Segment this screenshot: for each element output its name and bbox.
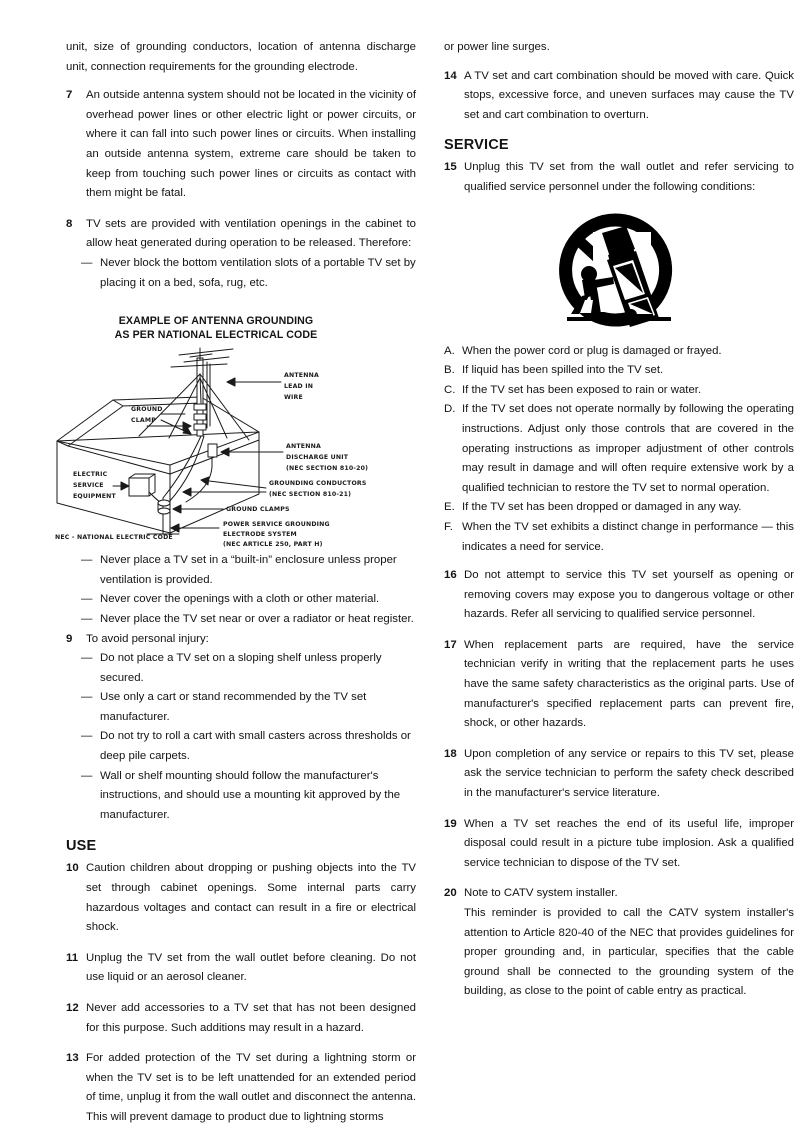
list-item-body: Upon completion of any service or repairs to this TV set, please ask the service technician to perform the safety check described in the manufacturer's service literature. xyxy=(464,747,794,800)
list-item-dash xyxy=(81,649,416,688)
left-continuation-paragraph: unit, size of grounding conductors, location of antenna discharge unit, connection requirements for the grounding electrode. xyxy=(66,41,416,73)
list-item-body: Never add accessories to a TV set that has not been designed for this purpose. Such additions may result in a hazard. xyxy=(86,1002,416,1034)
list-item-number: 16 xyxy=(444,569,457,582)
list-item-number: 17 xyxy=(444,638,457,651)
list-item-number: 10 xyxy=(66,862,79,875)
list-item-17 xyxy=(444,636,794,734)
figure-label-power-service-3: (NEC ARTICLE 250, PART H) xyxy=(223,541,323,549)
figure-title-line-2: AS PER NATIONAL ELECTRICAL CODE xyxy=(114,328,318,341)
figure-label-electric-service-1: ELECTRIC xyxy=(73,471,108,479)
list-item-body: Do not attempt to service this TV set yourself as opening or removing covers may expose you to dangerous voltage or other hazards. Refer all servicing to qualified service personnel. xyxy=(464,569,794,621)
condition-item-b xyxy=(444,361,794,381)
em-dash-icon: — xyxy=(81,691,92,704)
list-item-number: 20 xyxy=(444,887,457,900)
sub-list xyxy=(81,254,416,293)
condition-letter: E. xyxy=(444,501,455,514)
figure-label-nec-footnote: NEC - NATIONAL ELECTRIC CODE xyxy=(55,534,173,542)
right-continuation-paragraph: or power line surges. xyxy=(444,41,550,53)
list-item-body: Caution children about dropping or pushing objects into the TV set through cabinet openings. Some internal parts carry hazardous voltages and contact can result in a fire or electrical shock. xyxy=(86,862,416,934)
figure-label-grounding-conductors-2: (NEC SECTION 810-21) xyxy=(269,491,352,499)
list-item-dash xyxy=(81,254,416,293)
condition-letter: B. xyxy=(444,364,455,377)
em-dash-icon: — xyxy=(81,612,92,625)
list-item-dash xyxy=(81,767,416,826)
list-item-body: This reminder is provided to call the CATV system installer's attention to Article 820-40 of the NEC that provides guidelines for proper grounding and, in particular, specifies that the cable ground shall be connected to the grounding system of the building, as close to the point of cable entry as practical. xyxy=(464,907,794,998)
list-item-19 xyxy=(444,815,794,874)
portable-cart-warning-icon xyxy=(549,214,689,326)
section-heading-use: USE xyxy=(66,838,97,855)
list-item-14 xyxy=(444,67,794,126)
list-item-11 xyxy=(66,949,416,988)
list-item-12 xyxy=(66,999,416,1038)
em-dash-icon: — xyxy=(81,256,92,269)
condition-letter: A. xyxy=(444,344,455,357)
left-column xyxy=(28,38,416,1123)
right-column xyxy=(444,38,794,1016)
list-item-number: 13 xyxy=(66,1052,79,1065)
sub-item-text: Use only a cart or stand recommended by the TV set manufacturer. xyxy=(100,691,367,723)
list-item-9 xyxy=(66,630,416,826)
condition-text: When the power cord or plug is damaged or frayed. xyxy=(462,344,722,357)
cart-warning-symbol-container xyxy=(444,214,794,326)
condition-item-c xyxy=(444,381,794,401)
list-item-number: 15 xyxy=(444,161,457,174)
condition-text: If liquid has been spilled into the TV set. xyxy=(462,364,664,377)
sub-item-text: Never place the TV set near or over a radiator or heat register. xyxy=(100,612,414,625)
list-item-body: An outside antenna system should not be located in the vicinity of overhead power lines or other electric light or power circuits, or where it can fall into such power lines or circuits. When installing an outside antenna system, extreme care should be taken to keep from touching such power lines or circuits as contact with them might be fatal. xyxy=(86,89,416,200)
condition-item-f xyxy=(444,518,794,557)
figure-label-ground-clamps: GROUND CLAMPS xyxy=(226,506,290,514)
list-item-number: 11 xyxy=(66,951,79,964)
figure-label-electric-service-3: EQUIPMENT xyxy=(73,493,116,501)
figure-label-power-service-1: POWER SERVICE GROUNDING xyxy=(223,521,330,529)
figure-title-line-1: EXAMPLE OF ANTENNA GROUNDING xyxy=(118,315,314,328)
sub-item-text: Do not try to roll a cart with small casters across thresholds or deep pile carpets. xyxy=(100,730,411,763)
list-item-8 xyxy=(66,215,416,293)
list-item-body: When a TV set reaches the end of its useful life, improper disposal could result in a picture tube implosion. Ask a qualified service technician to dispose of the TV set. xyxy=(464,817,794,869)
list-item-dash xyxy=(81,688,416,727)
list-item-number: 18 xyxy=(444,747,457,760)
em-dash-icon: — xyxy=(81,652,92,665)
list-item-number: 7 xyxy=(66,89,73,102)
list-item-number: 12 xyxy=(66,1002,79,1014)
list-item-body: Unplug this TV set from the wall outlet and refer servicing to qualified service personnel under the following conditions: xyxy=(464,161,794,193)
list-item-18 xyxy=(444,745,794,804)
list-item-body: TV sets are provided with ventilation openings in the cabinet to allow heat generated during operation to be released. Therefore: xyxy=(86,217,416,250)
sub-list xyxy=(81,649,416,825)
condition-item-e xyxy=(444,498,794,518)
figure-label-power-service-2: ELECTRODE SYSTEM xyxy=(223,531,297,539)
list-item-number: 14 xyxy=(444,69,457,82)
list-item-body: Unplug the TV set from the wall outlet before cleaning. Do not use liquid or an aerosol cleaner. xyxy=(86,951,416,984)
list-item-dash xyxy=(81,590,416,610)
em-dash-icon: — xyxy=(81,730,92,743)
condition-text: If the TV set has been exposed to rain or water. xyxy=(462,383,702,396)
em-dash-icon: — xyxy=(81,593,92,606)
em-dash-icon: — xyxy=(81,769,92,782)
list-item-body: When replacement parts are required, have the service technician verify in writing that the replacement parts he uses have the same safety characteristics as the original parts. Use of manufacturer's specified replacement parts can prevent fire, shock, or other hazards. xyxy=(464,638,794,730)
condition-text: If the TV set does not operate normally by following the operating instructions. Adjust only those controls that are covered in the operating instructions as improper adjustment of other controls may result in damage and will often require extensive work by a qualified technician to restore the TV set to normal operation. xyxy=(462,403,794,494)
condition-letter: F. xyxy=(444,520,453,533)
condition-item-a xyxy=(444,342,794,362)
condition-item-d xyxy=(444,400,794,498)
list-item-20 xyxy=(444,884,794,1002)
list-item-13 xyxy=(66,1049,416,1127)
em-dash-icon: — xyxy=(81,554,92,567)
list-item-10 xyxy=(66,859,416,937)
section-heading-service: SERVICE xyxy=(444,137,509,154)
list-item-number: 19 xyxy=(444,817,457,830)
antenna-grounding-figure xyxy=(46,315,386,549)
list-item-7 xyxy=(66,86,416,204)
sub-item-text: Do not place a TV set on a sloping shelf unless properly secured. xyxy=(100,652,382,684)
list-item-15 xyxy=(444,158,794,197)
list-item-number: 9 xyxy=(66,632,73,645)
list-item-dash xyxy=(81,551,416,590)
list-item-title: Note to CATV system installer. xyxy=(464,887,618,900)
figure-label-antenna-lead-in-1: ANTENNA xyxy=(284,372,319,380)
figure-label-antenna-lead-in-2: LEAD IN xyxy=(284,383,314,391)
list-item-body: For added protection of the TV set during a lightning storm or when the TV set is to be left unattended for an extended period of time, unplug it from the wall outlet and disconnect the antenna. This will prevent damage to product due to lightning storms xyxy=(86,1052,416,1123)
sub-item-text: Never block the bottom ventilation slots of a portable TV set by placing it on a bed, sofa, rug, etc. xyxy=(100,256,416,289)
list-item-dash xyxy=(81,727,416,766)
figure-label-ground-clamp-1: GROUND xyxy=(131,406,163,414)
list-item-body: To avoid personal injury: xyxy=(86,632,209,645)
figure-label-grounding-conductors-1: GROUNDING CONDUCTORS xyxy=(269,480,367,488)
sub-list-after-figure xyxy=(66,551,416,629)
condition-letter: C. xyxy=(444,383,456,396)
sub-item-text: Never cover the openings with a cloth or other material. xyxy=(100,593,380,606)
figure-title xyxy=(46,315,386,342)
figure-label-antenna-lead-in-3: WIRE xyxy=(284,394,303,402)
sub-item-text: Never place a TV set in a “built-in” enclosure unless proper ventilation is provided. xyxy=(100,554,397,586)
condition-letter: D. xyxy=(444,403,456,416)
list-item-number: 8 xyxy=(66,217,73,230)
figure-label-antenna-discharge-2: DISCHARGE UNIT xyxy=(286,454,349,462)
figure-label-antenna-discharge-1: ANTENNA xyxy=(286,443,321,451)
service-conditions-list xyxy=(444,342,794,558)
figure-label-electric-service-2: SERVICE xyxy=(73,482,104,490)
antenna-grounding-diagram xyxy=(51,348,381,549)
figure-label-ground-clamp-2: CLAMP xyxy=(131,417,156,425)
list-item-16 xyxy=(444,566,794,625)
sub-item-text: Wall or shelf mounting should follow the manufacturer's instructions, and should use a mounting kit approved by the manufacturer. xyxy=(100,769,401,821)
list-item-body: A TV set and cart combination should be moved with care. Quick stops, excessive force, and uneven surfaces may cause the TV set and cart combination to overturn. xyxy=(464,69,794,121)
figure-label-antenna-discharge-3: (NEC SECTION 810-20) xyxy=(286,465,369,473)
list-item-dash xyxy=(81,610,416,630)
condition-text: When the TV set exhibits a distinct change in performance — this indicates a need for service. xyxy=(462,520,794,553)
condition-text: If the TV set has been dropped or damaged in any way. xyxy=(462,501,742,514)
